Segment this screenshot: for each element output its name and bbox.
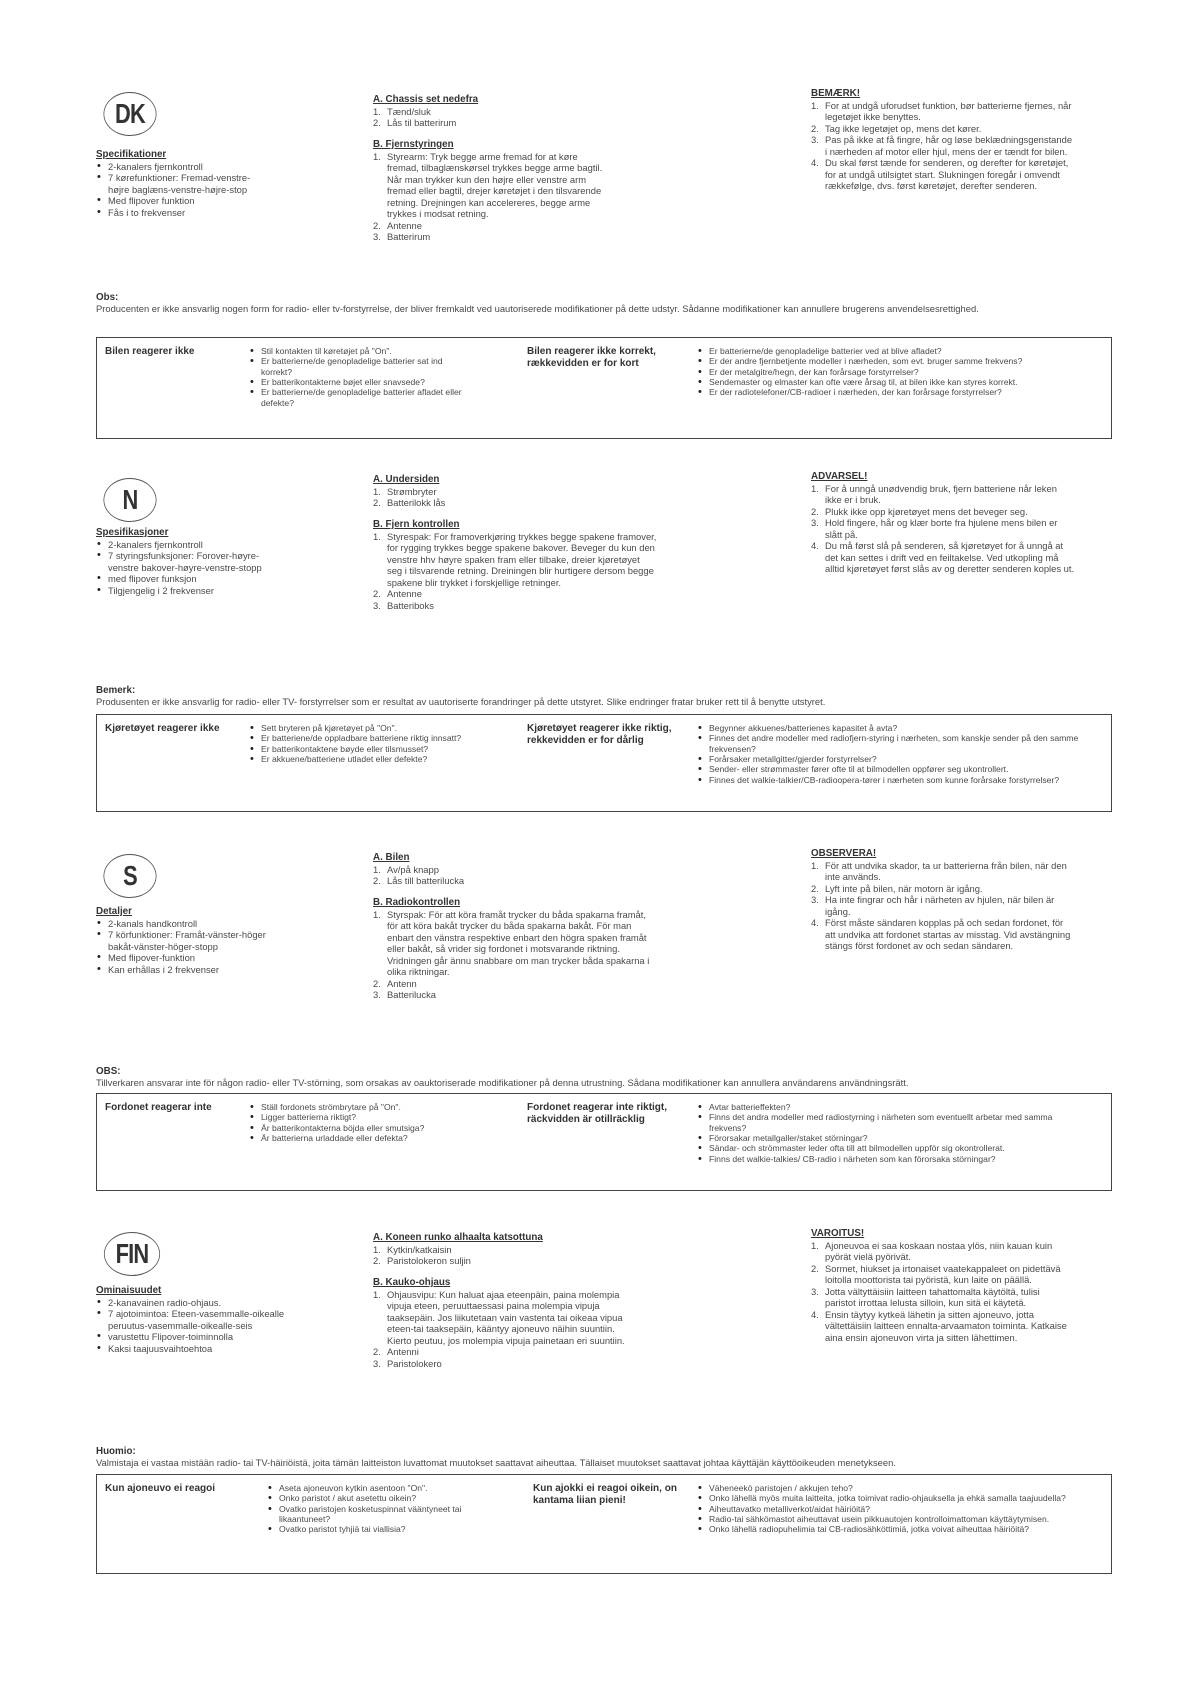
list-item: 2. Lås till batterilucka (373, 875, 465, 887)
list-item: • Er batterikontaktene bøyde eller tilsmusset? (249, 744, 467, 754)
list-item: • Er batterierne/de genopladelige batterier sat ind korrekt? (249, 356, 467, 377)
list-item: 3. Hold fingere, hår og klær borte fra hjulene mens bilen er slått på. (811, 517, 1058, 540)
trouble-label-1: Kjøretøyet reagerer ikke (105, 723, 220, 734)
list-item: 1. Av/på knapp (373, 863, 439, 875)
trouble-label-2: Bilen reagerer ikke korrekt, rækkevidden er for kort (527, 346, 656, 370)
list-item: • Ovatko paristot tyhjiä tai viallisia? (267, 1524, 482, 1534)
list-item: • Ligger batterierna riktigt? (249, 1112, 467, 1122)
list-item: 1. Ajoneuvoa ei saa koskaan nostaa ylös, niin kauan kuin pyörät vielä pyörivät. (811, 1239, 1053, 1263)
list-item: 3. Batterilucka (373, 989, 436, 1001)
list-item: • Med flipover-funktion (96, 952, 286, 963)
list-item: • Er batterikontakterne bøjet eller snavsede? (249, 377, 467, 387)
list-item: 2. Paristolokeron suljin (373, 1255, 471, 1267)
list-item: 4. Du skal først tænde for senderen, og derefter for køretøjet, for at undgå utilsigtet start. Slukningen foregår i omvendt rækkefølge, dvs. først køretøjet, derefter senderen. (811, 157, 1069, 192)
list-item: • Ställ fordonets strömbrytare på "On". (249, 1102, 467, 1112)
parts-b-title: B. Fjernstyringen (373, 138, 454, 150)
trouble-label-1: Fordonet reagerar inte (105, 1102, 212, 1113)
list-item: • 2-kanalers fjernkontroll (96, 539, 286, 550)
list-item: • 2-kanals handkontroll (96, 918, 286, 929)
list-item: 1. Kytkin/katkaisin (373, 1243, 452, 1255)
list-item: • Stil kontakten til køretøjet på "On". (249, 346, 467, 356)
list-item: • Väheneekö paristojen / akkujen teho? (697, 1483, 1105, 1493)
list-item: • 7 ajotoimintoa: Eteen-vasemmalle-oikealle peruutus-vasemmalle-oikealle-seis (96, 1308, 298, 1331)
list-item: • Er der radiotelefoner/CB-radioer i nærheden, der kan forårsage forstyrrelser? (697, 387, 1102, 397)
list-item: 2. Antenne (373, 219, 422, 231)
warning-title: ADVARSEL! (811, 471, 868, 482)
parts-a-title: A. Undersiden (373, 474, 440, 485)
list-item: • Finns det walkie-talkies/ CB-radio i närheten som kan förorsaka störningar? (697, 1154, 1077, 1164)
parts-b-title: B. Kauko-ohjaus (373, 1276, 451, 1288)
list-item: • Kan erhållas i 2 frekvenser (96, 964, 286, 975)
list-item: • Finnes det walkie-talkier/CB-radioopera-tører i nærheten som kunne forårsake forstyrrelser? (697, 775, 1102, 785)
warning-title: BEMÆRK! (811, 88, 860, 99)
list-item: 3. Batterirum (373, 231, 431, 243)
list-item: 1. For at undgå uforudset funktion, bør batterierne fjernes, når legetøjet ikke benyttes. (811, 99, 1072, 123)
list-item: • 7 kørefunktioner: Fremad-venstre-højre baglæns-venstre-højre-stop (96, 172, 258, 195)
list-item: 4. Först måste sändaren kopplas på och sedan fordonet, för att undvika att fordonet startas av misstag. Vid avstängning stängs först fordonet av och sedan sändaren. (811, 917, 1071, 952)
warning-title: OBSERVERA! (811, 848, 877, 859)
parts-block (373, 1232, 643, 1369)
list-item: 2. Plukk ikke opp kjøretøyet mens det beveger seg. (811, 505, 1028, 517)
list-item: • Forårsaker metallgitter/gjerder forstyrrelser? (697, 754, 1102, 764)
list-item: • Er batteriene/de oppladbare batteriene riktig innsatt? (249, 733, 467, 743)
list-item: • Fås i to frekvenser (96, 207, 286, 218)
list-item: • 7 körfunktioner: Framåt-vänster-höger bakåt-vänster-höger-stopp (96, 929, 273, 952)
list-item: • Sändar- och strömmaster leder ofta till att bilmodellen uppför sig okontrollerat. (697, 1143, 1077, 1153)
list-item: • Begynner akkuenes/batterienes kapasitet å avta? (697, 723, 1102, 733)
list-item: 1. Styrearm: Tryk begge arme fremad for at køre fremad, tilbaglænskørsel trykkes begge arme bagtil. Når man trykker kun den højre eller venstre arm fremad eller bagtil, drejer køretøjet i den tilsvarende retning. Drejningen kan accelereres, begge arme trykkes i modsat retning. (373, 150, 603, 220)
list-item: • Med flipover funktion (96, 195, 286, 206)
list-item: 2. Antenni (373, 1346, 419, 1358)
parts-b-title: B. Fjern kontrollen (373, 518, 460, 530)
list-item: • Sett bryteren på kjøretøyet på "On". (249, 723, 467, 733)
list-item: • varustettu Flipover-toiminnolla (96, 1331, 286, 1342)
list-item: 1. For å unngå unødvendig bruk, fjern batteriene når leken ikke er i bruk. (811, 482, 1057, 506)
list-item: 1. Strømbryter (373, 485, 437, 497)
list-item: 4. Ensin täytyy kytkeä lähetin ja sitten ajoneuvo, jotta vältettäisiin laitteen ennalta-arvaamaton toiminta. Katkaise aina ensin ajoneuvon virta ja sitten lähettimen. (811, 1308, 1067, 1343)
list-item: 3. Paristolokero (373, 1357, 442, 1369)
troubleshooting-table (96, 1474, 1112, 1574)
list-item: • Radio-tai sähkömastot aiheuttavat usein pikkuautojen kontrolloimattoman käyttäytymisen. (697, 1514, 1105, 1524)
list-item: 3. Batteriboks (373, 599, 434, 611)
spec-title: Specifikationer (96, 149, 167, 160)
spec-title: Detaljer (96, 906, 132, 917)
list-item: • med flipover funksjon (96, 573, 286, 584)
list-item: • Onko lähellä radiopuhelimia tai CB-radiosähköttimiä, jotka voivat aiheuttaa häiriöitä? (697, 1524, 1105, 1534)
trouble-label-1: Kun ajoneuvo ei reagoi (105, 1483, 216, 1494)
list-item: • Er akkuene/batteriene utladet eller defekte? (249, 754, 467, 764)
note-text: Valmistaja ei vastaa mistään radio- tai TV-häiriöistä, joita tämän laitteiston luvattomat muutokset saattavat aiheuttaa. Tällaiset muutokset saattavat johtaa käyttäjän käyttöoikeuden menetykseen. (96, 1457, 896, 1468)
list-item: • Er der andre fjernbetjente modeller i nærheden, som evt. bruger samme frekvens? (697, 356, 1102, 366)
list-item: 1. För att undvika skador, ta ur batterierna från bilen, när den inte används. (811, 859, 1067, 883)
list-item: • Onko paristot / akut asetettu oikein? (267, 1493, 482, 1503)
list-item: 2. Antenn (373, 977, 417, 989)
warning-block (811, 1228, 1073, 1343)
trouble-list-2 (697, 1483, 1105, 1535)
list-item: • Sendemaster og elmaster kan ofte være årsag til, at bilen ikke kan styres korrekt. (697, 377, 1102, 387)
list-item: 2. Tag ikke legetøjet op, mens det kører. (811, 122, 982, 134)
note-text: Tillverkaren ansvarar inte för någon radio- eller TV-störning, som orsakas av oauktoriserade modifikationer på denna utrustning. Sådana modifikationer kan annullera användarens användningsrätt. (96, 1077, 909, 1088)
list-item: • Er batterierne/de genopladelige batterier ved at blive afladet? (697, 346, 1102, 356)
list-item: • Aiheuttavatko metalliverkot/aidat häiriöitä? (697, 1504, 1105, 1514)
trouble-list-1 (267, 1483, 482, 1535)
trouble-label-2: Kjøretøyet reagerer ikke riktig, rekkevidden er for dårlig (527, 723, 672, 747)
list-item: • Avtar batterieffekten? (697, 1102, 1077, 1112)
list-item: 2. Batterilokk lås (373, 497, 446, 509)
spec-title: Spesifikasjoner (96, 527, 169, 538)
language-badge: S (103, 854, 156, 898)
list-item: 3. Ha inte fingrar och hår i närheten av hjulen, när bilen är igång. (811, 894, 1055, 917)
note-title: OBS: (96, 1066, 121, 1077)
list-item: • 7 styringsfunksjoner: Forover-høyre-venstre bakover-høyre-venstre-stopp (96, 550, 278, 573)
warning-title: VAROITUS! (811, 1228, 865, 1239)
list-item: • Ovatko paristojen kosketuspinnat vääntyneet tai likaantuneet? (267, 1504, 482, 1525)
list-item: 4. Du må først slå på senderen, så kjøretøyet for å unngå at det kan settes i drift ved en feiltakelse. Ved utkopling må alltid kjøretøyet først slås av og deretter senderen koples ut. (811, 540, 1075, 575)
list-item: • Är batterierna urladdade eller defekta? (249, 1133, 467, 1143)
parts-a-title: A. Koneen runko alhaalta katsottuna (373, 1232, 543, 1243)
list-item: 2. Lås til batterirum (373, 117, 457, 129)
note-text: Produsenten er ikke ansvarlig for radio- eller TV- forstyrrelser som er resultat av uautoriserte forandringer på dette utstyret. Slike endringer fratar bruker rett til å benytte utstyret. (96, 696, 826, 707)
list-item: 2. Lyft inte på bilen, när motorn är igång. (811, 882, 983, 894)
list-item: 3. Pas på ikke at få fingre, hår og løse beklædningsgenstande i nærheden af motor eller hjul, mens der er tændt for bilen. (811, 134, 1073, 157)
language-badge: FIN (104, 1232, 160, 1276)
list-item: • Aseta ajoneuvon kytkin asentoon "On". (267, 1483, 482, 1493)
trouble-label-2: Fordonet reagerar inte riktigt, räckvidden är otillräcklig (527, 1102, 668, 1126)
list-item: 1. Ohjausvipu: Kun haluat ajaa eteenpäin, paina molempia vipuja eteen, peruuttaessasi paina molempia vipuja taaksepäin. Jos liikutetaan vain vastenta tai oikeaa vipua eteen-tai taaksepäin, kääntyy ajoneuvo näihin suuntiin. Kierto peutuu, jos molempia vipuja painetaan eri suuntiin. (373, 1288, 625, 1346)
language-badge: DK (103, 92, 156, 136)
list-item: • Är batterikontakterna böjda eller smutsiga? (249, 1123, 467, 1133)
list-item: • Kaksi taajuusvaihtoehtoa (96, 1343, 286, 1354)
list-item: • Onko lähellä myös muita laitteita, jotka toimivat radio-ohjauksella ja ehkä samalla taajuudella? (697, 1493, 1105, 1503)
parts-a-title: A. Chassis set nedefra (373, 94, 479, 105)
list-item: • Tilgjengelig i 2 frekvenser (96, 585, 286, 596)
list-item: • Sender- eller strømmaster fører ofte til at bilmodellen oppfører seg ukontrollert. (697, 764, 1102, 774)
spec-title: Ominaisuudet (96, 1285, 162, 1296)
list-item: • 2-kanalers fjernkontroll (96, 161, 286, 172)
note-text: Producenten er ikke ansvarlig nogen form for radio- eller tv-forstyrrelse, der bliver fremkaldt ved uautoriserede modifikationer på dette udstyr. Sådanne modifikationer kan annullere brugerens anvendelsesrettighed. (96, 303, 979, 314)
note-title: Huomio: (96, 1446, 136, 1457)
list-item: • Förorsakar metallgaller/staket störningar? (697, 1133, 1077, 1143)
parts-b-title: B. Radiokontrollen (373, 896, 461, 908)
list-item: 2. Antenne (373, 588, 422, 600)
trouble-label-2: Kun ajokki ei reagoi oikein, on kantama liian pieni! (533, 1483, 677, 1507)
trouble-label-1: Bilen reagerer ikke (105, 346, 195, 357)
list-item: 1. Tænd/sluk (373, 105, 431, 117)
list-item: 1. Styrespak: For framoverkjøring trykkes begge spakene framover, for rygging trykkes begge spakene bakover. Beveger du kun den venstre hhv høyre spaken fram eller tilbake, dreier kjøretøyet seg i tilsvarende retning. Dreiningen blir hurtigere dersom begge spakene blir trykket i forskjellige retninger. (373, 530, 657, 588)
list-item: • Finnes det andre modeller med radiofjern-styring i nærheten, som kanskje sender på den samme frekvensen? (697, 733, 1102, 754)
spec-block (96, 1285, 286, 1354)
list-item: • Finns det andra modeller med radiostyrning i närheten som eventuellt arbetar med samma frekvens? (697, 1112, 1077, 1133)
note-title: Obs: (96, 292, 119, 303)
list-item: 3. Jotta vältyttäisiin laitteen tahattomalta käytöltä, tulisi paristot irrottaa lelusta silloin, kun sitä ei käytetä. (811, 1285, 1040, 1309)
list-item: 1. Styrspak: För att köra framåt trycker du båda spakarna framåt, för att köra bakåt trycker du båda spakarna bakåt. För man enbart den vänstra respektive enbart den högra spaken framåt eller bakåt, så vrider sig fordonet i motsvarande riktning. Vridningen går ännu snabbare om man trycker båda spakarna i olika riktningar. (373, 908, 650, 978)
list-item: 2. Sormet, hiukset ja irtonaiset vaatekappaleet on pidettävä loitolla moottorista tai pyöristä, kun laite on päällä. (811, 1262, 1061, 1286)
list-item: • Er der metalgitre/hegn, der kan forårsage forstyrrelser? (697, 367, 1102, 377)
language-badge: N (103, 478, 156, 522)
list-item: • Er batterierne/de genopladelige batterier afladet eller defekte? (249, 387, 467, 408)
note-title: Bemerk: (96, 685, 136, 696)
parts-a-title: A. Bilen (373, 852, 410, 863)
list-item: • 2-kanavainen radio-ohjaus. (96, 1297, 286, 1308)
